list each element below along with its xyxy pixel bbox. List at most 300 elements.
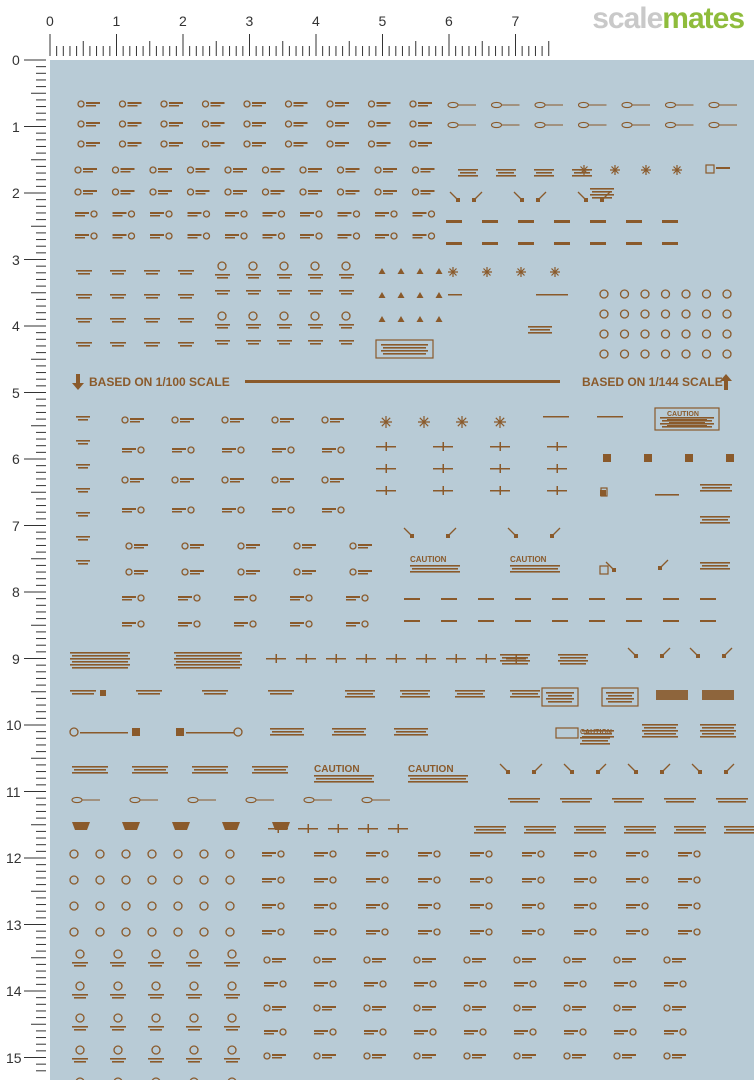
decal-circle	[222, 417, 228, 423]
decal-bar	[667, 419, 707, 421]
decal-bar	[72, 962, 88, 964]
decal-bar	[226, 997, 238, 999]
decal-circle	[228, 1046, 236, 1054]
decal-circle	[152, 950, 160, 958]
decal-bar	[80, 732, 128, 734]
decal-bar	[70, 690, 96, 692]
decal-bar	[358, 547, 368, 549]
decal-circle	[464, 1005, 470, 1011]
decal-circle	[174, 850, 182, 858]
decal-circle	[263, 167, 269, 173]
decal-circle	[464, 1053, 470, 1059]
decal-bar	[330, 421, 340, 423]
decal-star	[418, 416, 430, 428]
decal-bar	[72, 1058, 88, 1060]
decal-bar	[338, 824, 340, 833]
decal-circle	[538, 929, 544, 935]
decal-bar	[70, 652, 130, 654]
decal-circle	[682, 290, 690, 298]
decal-bar	[75, 212, 89, 214]
decal-circle	[272, 477, 278, 483]
decal-bar	[622, 1054, 636, 1056]
decal-circle	[314, 1053, 320, 1059]
decal-bar	[518, 220, 534, 223]
decal-bar	[386, 464, 388, 473]
decal-triangle	[398, 268, 405, 274]
decal-bar	[381, 344, 428, 346]
decal-bar	[456, 654, 458, 663]
decal-circle	[338, 507, 344, 513]
decal-bar	[252, 142, 266, 144]
decal-pip	[532, 770, 536, 774]
ruler-left-label: 5	[12, 384, 20, 401]
decal-bar	[78, 273, 90, 275]
decal-bar	[422, 1006, 436, 1008]
decal-bar	[496, 175, 516, 177]
decal-bar	[252, 105, 262, 107]
decal-bar	[128, 125, 138, 127]
decal-diagonal	[475, 192, 482, 199]
decal-circle	[538, 877, 544, 883]
decal-bar	[572, 1006, 586, 1008]
decal-bar	[72, 693, 94, 695]
decal-bar	[455, 690, 485, 692]
decal-bar	[662, 220, 678, 223]
decal-bar	[150, 1061, 162, 1063]
decal-circle	[364, 957, 370, 963]
decal-circle	[280, 312, 288, 320]
decal-circle	[682, 330, 690, 338]
decal-bar	[138, 693, 160, 695]
decal-bar	[364, 1030, 378, 1032]
decal-bar	[422, 961, 432, 963]
decal-bar	[121, 193, 131, 195]
decal-circle	[382, 877, 388, 883]
decal-bar	[413, 234, 427, 236]
decal-circle	[314, 1005, 320, 1011]
decal-circle	[414, 1053, 420, 1059]
decal-bar	[626, 904, 640, 906]
decal-circle	[234, 728, 242, 736]
decal-bar	[262, 907, 272, 909]
ruler-left-label: 11	[6, 783, 21, 800]
decal-bar	[335, 142, 349, 144]
decal-circle	[122, 902, 130, 910]
decal-circle	[514, 957, 520, 963]
ruler-left-label: 10	[6, 717, 22, 733]
decal-bar	[377, 102, 391, 104]
decal-pip	[410, 534, 414, 538]
decal-caution-text: CAUTION	[667, 411, 699, 418]
decal-bar	[230, 481, 240, 483]
decal-pip	[520, 198, 524, 202]
decal-bar	[716, 167, 730, 169]
decal-bar	[418, 852, 432, 854]
decal-bar	[314, 930, 328, 932]
decal-bar	[202, 690, 228, 692]
decal-bar	[372, 800, 390, 801]
decal-bar	[82, 800, 100, 801]
decal-bar	[545, 125, 563, 126]
decal-circle	[530, 981, 536, 987]
decal-bar	[132, 766, 168, 768]
decal-bar	[78, 345, 90, 347]
decal-triangle	[398, 316, 405, 322]
decal-bar	[381, 350, 428, 352]
decal-bar	[632, 125, 650, 126]
ruler-left-label: 9	[12, 650, 20, 667]
decal-bar	[448, 294, 462, 296]
decal-bar	[414, 1030, 428, 1032]
decal-bar	[464, 1033, 474, 1035]
decal-bar	[134, 547, 144, 549]
decal-bar	[150, 1029, 162, 1031]
decal-circle	[316, 211, 322, 217]
decal-bubble	[188, 797, 198, 802]
decal-bar	[310, 293, 321, 295]
decal-bar	[667, 425, 707, 427]
decal-bar	[271, 171, 281, 173]
decal-bar	[386, 486, 388, 495]
decal-bar	[642, 730, 678, 732]
decal-bar	[234, 622, 248, 624]
decal-bar	[522, 1057, 532, 1059]
decal-bar	[148, 1058, 164, 1060]
decal-bar	[146, 297, 158, 299]
decal-bar	[302, 544, 316, 546]
decal-bar	[398, 824, 400, 833]
decal-bar	[252, 145, 262, 147]
decal-bar	[112, 965, 124, 967]
decal-bar	[72, 661, 128, 663]
decal-circle	[434, 877, 440, 883]
decal-bar	[144, 294, 160, 296]
decal-bar	[375, 234, 389, 236]
decal-bar	[700, 724, 736, 726]
decal-bar	[294, 105, 304, 107]
decal-bar	[294, 102, 308, 104]
decal-circle	[680, 1029, 686, 1035]
decal-bar	[332, 728, 366, 730]
decal-bar	[314, 878, 328, 880]
decal-bar	[574, 881, 584, 883]
decal-circle	[122, 928, 130, 936]
decal-bar	[557, 486, 559, 495]
decal-bar	[664, 1033, 674, 1035]
decal-bar	[572, 958, 586, 960]
decal-bar	[121, 190, 135, 192]
decal-bar	[188, 234, 202, 236]
decal-circle	[182, 543, 188, 549]
decal-bar	[366, 904, 380, 906]
decal-bar	[204, 693, 226, 695]
decal-bar	[347, 693, 373, 695]
decal-bar	[262, 852, 276, 854]
decal-circle	[120, 121, 126, 127]
decal-pip	[514, 534, 518, 538]
decal-triangle	[379, 292, 386, 298]
decal-bar	[377, 105, 387, 107]
decal-bar	[574, 907, 584, 909]
decal-circle	[364, 1053, 370, 1059]
decal-bar	[263, 234, 277, 236]
decal-bar	[614, 1030, 628, 1032]
decal-circle	[78, 121, 84, 127]
decal-bar	[128, 142, 142, 144]
decal-bar	[248, 293, 259, 295]
decal-bar	[262, 930, 276, 932]
decal-pip	[696, 654, 700, 658]
decal-bar	[314, 907, 324, 909]
decal-bar	[290, 599, 300, 601]
decal-bar	[590, 242, 606, 245]
decal-star	[380, 416, 392, 428]
decal-triangle	[417, 292, 424, 298]
decal-circle	[338, 167, 344, 173]
decal-diagonal	[578, 192, 585, 199]
decal-circle	[590, 851, 596, 857]
decal-circle	[91, 233, 97, 239]
decal-bubble	[709, 102, 719, 107]
decal-bar	[377, 145, 387, 147]
decal-bar	[552, 598, 568, 600]
decal-bar	[514, 1030, 528, 1032]
decal-bar	[314, 985, 324, 987]
ruler-left-label: 1	[12, 118, 20, 135]
decal-pip	[724, 770, 728, 774]
decal-bar	[246, 324, 261, 326]
decal-circle	[330, 981, 336, 987]
decal-bar	[341, 327, 352, 329]
decal-bar	[279, 327, 290, 329]
decal-circle	[272, 417, 278, 423]
decal-circle	[70, 928, 78, 936]
decal-bar	[272, 1054, 286, 1056]
decal-bar	[478, 598, 494, 600]
decal-circle	[723, 310, 731, 318]
decal-bar	[270, 734, 304, 736]
decal-bar	[502, 105, 520, 106]
decal-bar	[148, 994, 164, 996]
decal-bar	[279, 293, 290, 295]
decal-bar	[543, 416, 569, 418]
decal-bar	[472, 958, 486, 960]
ruler-left-label: 4	[12, 318, 20, 334]
decal-bar	[302, 570, 316, 572]
decal-bar	[86, 145, 96, 147]
decal-bar	[702, 565, 728, 567]
decal-bar	[186, 962, 202, 964]
decal-bar	[410, 778, 466, 780]
decal-bar	[522, 904, 536, 906]
decal-bar	[528, 332, 552, 334]
decal-bar	[322, 448, 336, 450]
decal-circle	[76, 1046, 84, 1054]
decal-bar	[134, 769, 166, 771]
decal-bar	[174, 652, 242, 654]
decal-bar	[262, 881, 272, 883]
decal-bar	[383, 353, 426, 355]
decal-bar	[441, 598, 457, 600]
decal-bar	[322, 451, 332, 453]
decal-bar	[74, 1061, 86, 1063]
decal-bar	[264, 982, 278, 984]
decal-bar	[514, 1033, 524, 1035]
decal-bar	[277, 324, 292, 326]
decal-circle	[238, 569, 244, 575]
decal-bar	[510, 801, 538, 803]
decal-bar	[310, 277, 321, 279]
decal-bar	[458, 105, 476, 106]
decal-bar	[678, 904, 692, 906]
decal-circle	[486, 877, 492, 883]
decal-circle	[182, 569, 188, 575]
decal-bar	[372, 1006, 386, 1008]
decal-bar	[564, 985, 574, 987]
decal-circle	[327, 141, 333, 147]
decal-bar	[272, 731, 302, 733]
decal-bar	[700, 516, 730, 518]
decal-bar	[626, 852, 640, 854]
decal-circle	[150, 167, 156, 173]
decal-bar	[158, 193, 168, 195]
decal-circle	[694, 851, 700, 857]
decal-bar	[322, 961, 332, 963]
decal-pip	[456, 198, 460, 202]
decal-circle	[662, 310, 670, 318]
decal-circle	[264, 1053, 270, 1059]
decal-circle	[380, 981, 386, 987]
decal-circle	[330, 929, 336, 935]
decal-diagonal	[727, 764, 734, 771]
decal-bar	[400, 696, 430, 698]
decal-bar	[564, 1030, 578, 1032]
ruler-top-label: 0	[46, 13, 54, 29]
decal-circle	[122, 876, 130, 884]
decal-circle	[126, 569, 132, 575]
decal-bar	[322, 1057, 332, 1059]
decal-bubble	[492, 102, 502, 107]
decal-bar	[264, 1033, 274, 1035]
decal-circle	[580, 1029, 586, 1035]
decal-circle	[342, 262, 350, 270]
decal-bar	[72, 772, 108, 774]
decal-bar	[400, 690, 430, 692]
decal-bar	[110, 1058, 126, 1060]
decal-bar	[230, 421, 240, 423]
decal-circle	[486, 851, 492, 857]
decal-bar	[346, 193, 356, 195]
decal-circle	[241, 211, 247, 217]
decal-bar	[86, 125, 96, 127]
decal-diagonal	[599, 764, 606, 771]
decal-circle	[641, 310, 649, 318]
decal-circle	[70, 728, 78, 736]
decal-bar	[308, 324, 323, 326]
decal-bar	[557, 464, 559, 473]
decal-bar	[700, 598, 716, 600]
decal-caution-text: CAUTION	[510, 555, 547, 564]
decal-bar	[190, 547, 200, 549]
decal-bar	[271, 193, 281, 195]
decal-bar	[663, 620, 679, 622]
decal-bar	[560, 663, 586, 665]
decal-bar	[278, 824, 280, 833]
upper-decal-block	[75, 101, 737, 358]
ruler-left-label: 13	[6, 916, 22, 933]
decal-circle	[244, 101, 250, 107]
decal-bar	[314, 800, 332, 801]
decal-bar	[422, 1009, 432, 1011]
decal-circle	[278, 877, 284, 883]
decal-bar	[589, 125, 607, 126]
decal-circle	[76, 950, 84, 958]
decal-circle	[354, 211, 360, 217]
decal-bar	[522, 1006, 536, 1008]
decal-circle	[600, 310, 608, 318]
decal-bar	[642, 724, 678, 726]
decal-bar	[294, 125, 304, 127]
decal-bar	[592, 191, 612, 193]
decal-bar	[262, 855, 272, 857]
decal-circle	[600, 330, 608, 338]
decal-circle	[188, 447, 194, 453]
decal-bar	[702, 733, 734, 735]
decal-circle	[264, 1005, 270, 1011]
decal-frame	[542, 688, 578, 706]
decal-bar	[672, 1054, 686, 1056]
decal-bar	[418, 878, 432, 880]
decal-bar	[233, 171, 243, 173]
decal-bar	[76, 512, 90, 514]
decal-circle	[590, 877, 596, 883]
decal-circle	[580, 981, 586, 987]
decal-circle	[680, 981, 686, 987]
decal-bar	[522, 881, 532, 883]
decal-bar	[302, 547, 312, 549]
decal-bar	[614, 1033, 624, 1035]
decal-diagonal	[663, 764, 670, 771]
decal-bar	[264, 985, 274, 987]
decal-bar	[338, 212, 352, 214]
decal-bar	[112, 1061, 124, 1063]
decal-bar	[375, 212, 389, 214]
decal-circle	[530, 1029, 536, 1035]
decal-stamp	[122, 822, 140, 830]
decal-bar	[626, 620, 642, 622]
decal-bar	[346, 168, 360, 170]
decal-bar	[272, 511, 282, 513]
decal-bar	[78, 443, 88, 445]
decal-bar	[178, 342, 194, 344]
decal-circle	[200, 876, 208, 884]
decal-bar	[672, 1006, 686, 1008]
decal-circle	[350, 543, 356, 549]
decal-bar	[122, 596, 136, 598]
decal-diagonal	[500, 764, 507, 771]
decal-circle	[538, 851, 544, 857]
decal-square	[603, 454, 611, 462]
decal-circle	[226, 850, 234, 858]
decal-circle	[78, 141, 84, 147]
decal-circle	[113, 189, 119, 195]
decal-bar	[294, 145, 304, 147]
decal-bar	[626, 242, 642, 245]
decal-circle	[78, 101, 84, 107]
decal-bar	[83, 168, 97, 170]
decal-bar	[180, 297, 192, 299]
decal-bar	[332, 734, 366, 736]
